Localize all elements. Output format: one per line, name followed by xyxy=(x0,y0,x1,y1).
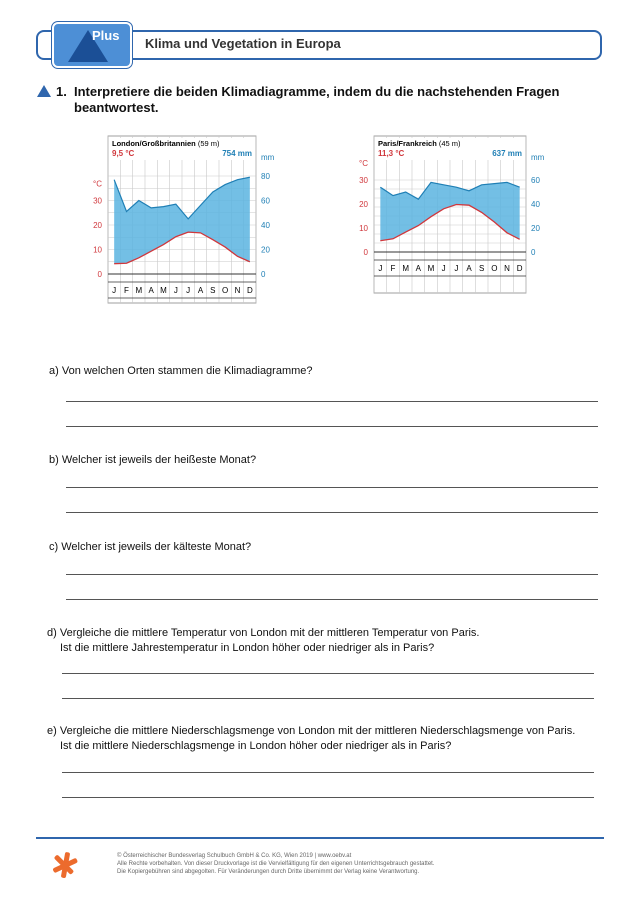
climate-chart-london xyxy=(86,128,286,310)
question-d xyxy=(47,626,479,656)
answer-line[interactable] xyxy=(66,599,598,600)
footer-line: Die Kopiergebühren sind abgegolten. Für Veränderungen durch Dritte übernimmt der Verlag keine Verantwortung. xyxy=(117,869,420,875)
footer-line: Alle Rechte vorbehalten. Von dieser Druckvorlage ist die Vervielfältigung für den eigenen Unterrichtsgebrauch gestattet. xyxy=(117,861,435,867)
footer-line: © Österreichischer Bundesverlag Schulbuch GmbH & Co. KG, Wien 2019 | www.oebv.at xyxy=(117,853,352,859)
precip-tick-label: 40 xyxy=(531,200,540,209)
question-c xyxy=(49,540,251,555)
question-text-2: Ist die mittlere Jahrestemperatur in London höher oder niedriger als in Paris? xyxy=(60,642,435,654)
question-text: Welcher ist jeweils der kälteste Monat? xyxy=(61,541,252,553)
question-label: e) xyxy=(47,725,57,737)
question-label: c) xyxy=(49,541,59,553)
precip-tick-label: 20 xyxy=(531,224,540,233)
precip-tick-label: 60 xyxy=(261,196,270,206)
temp-tick-label: 20 xyxy=(359,200,368,209)
question-text: Vergleiche die mittlere Niederschlagsmenge von London mit der mittleren Niederschlagsmenge von Paris. xyxy=(59,725,576,737)
month-label: M xyxy=(135,286,143,295)
question-e xyxy=(47,724,575,754)
temp-tick-label: 30 xyxy=(93,196,102,206)
publisher-logo-icon xyxy=(52,852,78,878)
question-a xyxy=(49,364,313,379)
precip-tick-label: 60 xyxy=(531,176,540,185)
month-label: J xyxy=(378,264,383,273)
mean-temperature: 9,5 °C xyxy=(112,149,135,158)
temp-tick-label: 30 xyxy=(359,176,368,185)
question-label: d) xyxy=(47,627,57,639)
month-label: J xyxy=(441,264,446,273)
month-label: J xyxy=(112,286,117,295)
month-label: S xyxy=(478,264,485,273)
temp-tick-label: 20 xyxy=(93,221,102,230)
chart-title: London/Großbritannien (59 m) xyxy=(112,139,220,148)
precip-tick-label: 0 xyxy=(531,248,536,257)
task-text: Interpretiere die beiden Klimadiagramme, indem du die nachstehenden Fragen beantwortest. xyxy=(74,84,560,115)
temp-tick-label: 10 xyxy=(93,245,102,255)
precip-tick-label: 40 xyxy=(261,221,270,230)
answer-line[interactable] xyxy=(66,574,598,575)
climate-chart-paris xyxy=(352,128,556,298)
month-label: O xyxy=(491,264,498,273)
precip-tick-label: 20 xyxy=(261,245,270,255)
month-label: S xyxy=(210,286,216,295)
question-text-2: Ist die mittlere Niederschlagsmenge in London höher oder niedriger als in Paris? xyxy=(60,740,452,752)
logo-text: Plus xyxy=(92,28,120,43)
month-label: J xyxy=(186,286,191,295)
month-label: D xyxy=(246,286,253,295)
page-title: Klima und Vegetation in Europa xyxy=(145,36,341,51)
question-b xyxy=(49,453,256,468)
month-label: D xyxy=(516,264,523,273)
annual-precipitation: 754 mm xyxy=(222,149,252,158)
chart-elevation: (59 m) xyxy=(195,139,220,148)
month-label: A xyxy=(148,286,154,295)
answer-line[interactable] xyxy=(62,797,594,798)
plus-logo xyxy=(52,22,132,68)
footer-text xyxy=(117,852,435,876)
answer-line[interactable] xyxy=(66,512,598,513)
question-label: a) xyxy=(49,365,59,377)
answer-line[interactable] xyxy=(62,772,594,773)
precip-tick-label: 0 xyxy=(261,270,266,279)
month-label: J xyxy=(173,286,178,295)
month-label: F xyxy=(390,264,396,273)
month-label: M xyxy=(160,286,167,295)
month-label: N xyxy=(234,286,241,295)
answer-line[interactable] xyxy=(66,401,598,402)
answer-line[interactable] xyxy=(62,673,594,674)
month-label: M xyxy=(402,264,410,273)
month-label: A xyxy=(466,264,472,273)
answer-line[interactable] xyxy=(62,698,594,699)
chart-title: Paris/Frankreich (45 m) xyxy=(378,139,461,148)
precip-unit-label: mm xyxy=(531,153,545,162)
temp-tick-label: 10 xyxy=(359,224,368,233)
temp-tick-label: 0 xyxy=(97,270,102,279)
month-label: O xyxy=(222,286,229,295)
question-text: Von welchen Orten stammen die Klimadiagramme? xyxy=(61,365,313,377)
month-label: M xyxy=(427,264,435,273)
question-text: Welcher ist jeweils der heißeste Monat? xyxy=(61,454,257,466)
footer-rule xyxy=(36,837,604,839)
mean-temperature: 11,3 °C xyxy=(378,149,405,158)
question-label: b) xyxy=(49,454,59,466)
temp-tick-label: 0 xyxy=(363,248,368,257)
temp-unit-label: °C xyxy=(359,159,368,168)
temp-unit-label: °C xyxy=(93,179,102,189)
question-text: Vergleiche die mittlere Temperatur von London mit der mittleren Temperatur von Paris. xyxy=(59,627,480,639)
chart-elevation: (45 m) xyxy=(436,139,461,148)
month-label: N xyxy=(504,264,510,273)
month-label: J xyxy=(454,264,459,273)
answer-line[interactable] xyxy=(66,426,598,427)
task-number: 1. xyxy=(56,84,67,99)
month-label: F xyxy=(124,286,129,295)
precip-tick-label: 80 xyxy=(261,172,270,181)
annual-precipitation: 637 mm xyxy=(492,149,522,158)
triangle-icon xyxy=(37,85,51,97)
answer-line[interactable] xyxy=(66,487,598,488)
precip-unit-label: mm xyxy=(261,153,275,162)
month-label: A xyxy=(197,286,204,295)
month-label: A xyxy=(415,264,422,273)
